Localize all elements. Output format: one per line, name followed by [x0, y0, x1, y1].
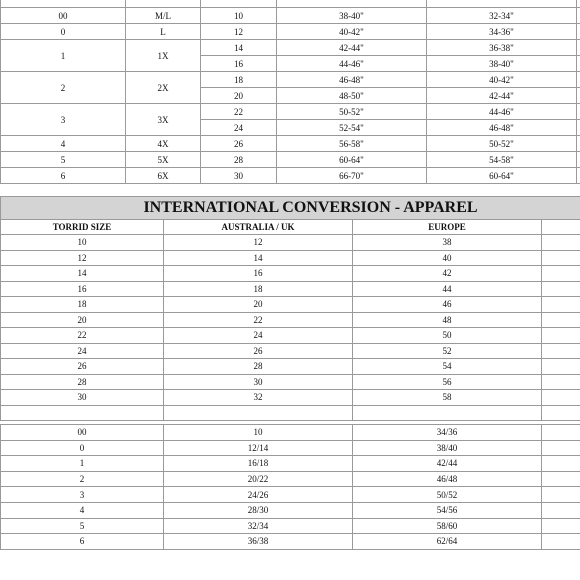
table-row: [1, 72, 580, 88]
torrid-size-cell: 4: [1, 502, 164, 518]
europe-size-cell: 56: [353, 374, 542, 390]
torrid-size-cell: 18: [1, 297, 164, 313]
au-uk-size-cell: 12/14: [164, 440, 353, 456]
column-header-torrid-size: TORRID SIZE: [1, 220, 164, 235]
cell: [577, 0, 580, 8]
table-row: [1, 24, 580, 40]
waist-cell: 42-44": [427, 88, 577, 104]
cell: [542, 440, 580, 456]
international-conversion-table-2: [0, 424, 580, 550]
torrid-size-cell: 22: [1, 328, 164, 344]
europe-size-cell: 58/60: [353, 518, 542, 534]
cell: [577, 120, 580, 136]
torrid-size-cell: 28: [1, 374, 164, 390]
table-row: [1, 297, 580, 313]
us-size-cell: 14: [201, 40, 277, 56]
torrid-size-cell: 0: [1, 24, 126, 40]
bust-cell: 40-42": [277, 24, 427, 40]
section-title: INTERNATIONAL CONVERSION - APPAREL: [1, 197, 580, 220]
torrid-size-cell: 4: [1, 136, 126, 152]
bust-cell: 46-48": [277, 72, 427, 88]
cell: [542, 312, 580, 328]
cell: [542, 297, 580, 313]
waist-cell: 60-64": [427, 168, 577, 184]
cell: [542, 235, 580, 251]
torrid-size-cell: 12: [1, 250, 164, 266]
table-row: [1, 487, 580, 503]
us-size-table: [0, 0, 580, 184]
torrid-size-cell: 14: [1, 266, 164, 282]
torrid-size-cell: 00: [1, 8, 126, 24]
cell: [542, 518, 580, 534]
table-row: [1, 0, 580, 8]
au-uk-size-cell: 36/38: [164, 534, 353, 550]
cell: [577, 136, 580, 152]
general-size-cell: 4X: [126, 136, 201, 152]
cell: [577, 152, 580, 168]
waist-cell: 32-34": [427, 8, 577, 24]
bust-cell: 48-50": [277, 88, 427, 104]
cell: [542, 487, 580, 503]
cell: [542, 502, 580, 518]
au-uk-size-cell: 12: [164, 235, 353, 251]
table-row: [1, 440, 580, 456]
cell: [542, 281, 580, 297]
table-row: [1, 502, 580, 518]
au-uk-size-cell: 32/34: [164, 518, 353, 534]
bust-cell: 44-46": [277, 56, 427, 72]
europe-size-cell: 54: [353, 359, 542, 375]
cell: [164, 405, 353, 420]
us-size-cell: 10: [201, 8, 277, 24]
torrid-size-cell: 10: [1, 235, 164, 251]
torrid-size-cell: 30: [1, 390, 164, 406]
au-uk-size-cell: 20/22: [164, 471, 353, 487]
europe-size-cell: 50: [353, 328, 542, 344]
cell: [577, 24, 580, 40]
torrid-size-cell: 0: [1, 440, 164, 456]
cell: [427, 0, 577, 8]
table-row: [1, 235, 580, 251]
bust-cell: 66-70": [277, 168, 427, 184]
spacer-row: [1, 405, 580, 420]
torrid-size-cell: 5: [1, 518, 164, 534]
cell: [577, 104, 580, 120]
cell: [542, 250, 580, 266]
international-conversion-table: [0, 196, 580, 421]
table-row: [1, 390, 580, 406]
bust-cell: 42-44": [277, 40, 427, 56]
table-row: [1, 136, 580, 152]
table-row: [1, 104, 580, 120]
cell: [126, 0, 201, 8]
bust-cell: 60-64": [277, 152, 427, 168]
torrid-size-cell: 16: [1, 281, 164, 297]
torrid-size-cell: 20: [1, 312, 164, 328]
au-uk-size-cell: 28/30: [164, 502, 353, 518]
cell: [542, 343, 580, 359]
au-uk-size-cell: 24: [164, 328, 353, 344]
cell: [542, 328, 580, 344]
au-uk-size-cell: 10: [164, 425, 353, 441]
us-size-cell: 12: [201, 24, 277, 40]
torrid-size-cell: 1: [1, 40, 126, 72]
europe-size-cell: 34/36: [353, 425, 542, 441]
cell: [577, 56, 580, 72]
torrid-size-cell: 6: [1, 534, 164, 550]
waist-cell: 46-48": [427, 120, 577, 136]
torrid-size-cell: 2: [1, 72, 126, 104]
europe-size-cell: 46: [353, 297, 542, 313]
europe-size-cell: 54/56: [353, 502, 542, 518]
waist-cell: 38-40": [427, 56, 577, 72]
us-size-cell: 18: [201, 72, 277, 88]
bust-cell: 38-40": [277, 8, 427, 24]
europe-size-cell: 42: [353, 266, 542, 282]
table-row: [1, 328, 580, 344]
europe-size-cell: 46/48: [353, 471, 542, 487]
cell: [577, 168, 580, 184]
general-size-cell: 6X: [126, 168, 201, 184]
torrid-size-cell: 26: [1, 359, 164, 375]
torrid-size-cell: 5: [1, 152, 126, 168]
bust-cell: 56-58": [277, 136, 427, 152]
table-row: [1, 471, 580, 487]
cell: [1, 0, 126, 8]
table-row: [1, 168, 580, 184]
cell: [577, 40, 580, 56]
table-row: [1, 518, 580, 534]
cell: [542, 220, 580, 235]
cell: [201, 0, 277, 8]
waist-cell: 34-36": [427, 24, 577, 40]
table-row: [1, 374, 580, 390]
europe-size-cell: 44: [353, 281, 542, 297]
torrid-size-cell: 00: [1, 425, 164, 441]
cell: [277, 0, 427, 8]
table-row: [1, 312, 580, 328]
bust-cell: 50-52": [277, 104, 427, 120]
torrid-size-cell: 2: [1, 471, 164, 487]
cell: [542, 471, 580, 487]
au-uk-size-cell: 16/18: [164, 456, 353, 472]
cell: [542, 405, 580, 420]
us-size-cell: 28: [201, 152, 277, 168]
table-row: [1, 250, 580, 266]
cell: [542, 456, 580, 472]
au-uk-size-cell: 18: [164, 281, 353, 297]
au-uk-size-cell: 14: [164, 250, 353, 266]
waist-cell: 50-52": [427, 136, 577, 152]
table-row: [1, 8, 580, 24]
cell: [542, 390, 580, 406]
cell: [542, 359, 580, 375]
general-size-cell: 5X: [126, 152, 201, 168]
table-row: [1, 456, 580, 472]
table-row: [1, 425, 580, 441]
torrid-size-cell: 6: [1, 168, 126, 184]
general-size-cell: L: [126, 24, 201, 40]
us-size-cell: 24: [201, 120, 277, 136]
europe-size-cell: 52: [353, 343, 542, 359]
cell: [1, 405, 164, 420]
cell: [542, 534, 580, 550]
waist-cell: 44-46": [427, 104, 577, 120]
us-size-cell: 22: [201, 104, 277, 120]
cell: [577, 72, 580, 88]
us-size-cell: 20: [201, 88, 277, 104]
table-row: [1, 343, 580, 359]
europe-size-cell: 40: [353, 250, 542, 266]
cell: [542, 374, 580, 390]
europe-size-cell: 38: [353, 235, 542, 251]
au-uk-size-cell: 24/26: [164, 487, 353, 503]
torrid-size-cell: 3: [1, 104, 126, 136]
europe-size-cell: 62/64: [353, 534, 542, 550]
europe-size-cell: 50/52: [353, 487, 542, 503]
cell: [353, 405, 542, 420]
torrid-size-cell: 1: [1, 456, 164, 472]
table-row: [1, 266, 580, 282]
column-header-europe: EUROPE: [353, 220, 542, 235]
cell: [542, 425, 580, 441]
us-size-cell: 30: [201, 168, 277, 184]
au-uk-size-cell: 16: [164, 266, 353, 282]
cell: [577, 8, 580, 24]
au-uk-size-cell: 26: [164, 343, 353, 359]
europe-size-cell: 38/40: [353, 440, 542, 456]
bust-cell: 52-54": [277, 120, 427, 136]
general-size-cell: 1X: [126, 40, 201, 72]
table-row: [1, 40, 580, 56]
table-row: [1, 359, 580, 375]
waist-cell: 54-58": [427, 152, 577, 168]
header-row: [1, 220, 580, 235]
column-header-australia-uk: AUSTRALIA / UK: [164, 220, 353, 235]
general-size-cell: 3X: [126, 104, 201, 136]
general-size-cell: M/L: [126, 8, 201, 24]
au-uk-size-cell: 28: [164, 359, 353, 375]
au-uk-size-cell: 22: [164, 312, 353, 328]
cell: [542, 266, 580, 282]
us-size-cell: 26: [201, 136, 277, 152]
waist-cell: 36-38": [427, 40, 577, 56]
cell: [577, 88, 580, 104]
waist-cell: 40-42": [427, 72, 577, 88]
general-size-cell: 2X: [126, 72, 201, 104]
torrid-size-cell: 24: [1, 343, 164, 359]
us-size-cell: 16: [201, 56, 277, 72]
au-uk-size-cell: 20: [164, 297, 353, 313]
table-row: [1, 152, 580, 168]
table-row: [1, 281, 580, 297]
torrid-size-cell: 3: [1, 487, 164, 503]
table-row: [1, 534, 580, 550]
europe-size-cell: 42/44: [353, 456, 542, 472]
au-uk-size-cell: 32: [164, 390, 353, 406]
europe-size-cell: 58: [353, 390, 542, 406]
europe-size-cell: 48: [353, 312, 542, 328]
au-uk-size-cell: 30: [164, 374, 353, 390]
